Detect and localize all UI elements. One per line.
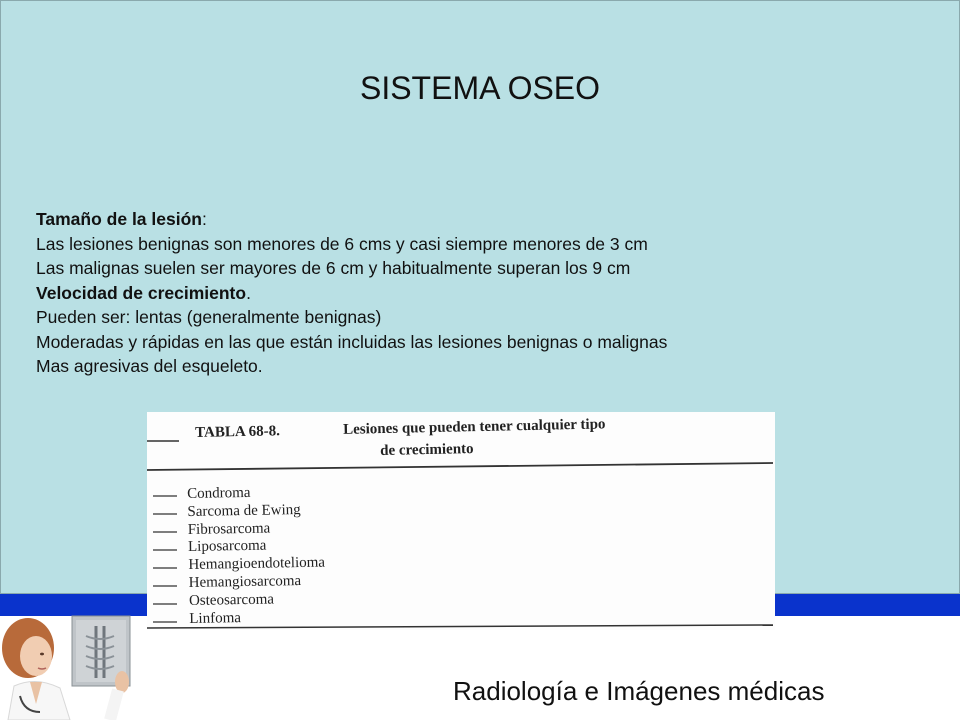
doctor-xray-image [0,612,145,720]
list-item: Linfoma [189,609,242,627]
body-text [36,207,936,379]
line-moderate: Moderadas y rápidas en las que están incluidas las lesiones benignas o malignas [36,331,668,352]
list-item: Sarcoma de Ewing [187,501,301,520]
footer-title: Radiología e Imágenes médicas [453,676,825,706]
line-slow: Pueden ser: lentas (generalmente benignas) [36,307,382,327]
line-aggressive: Mas agresivas del esqueleto. [36,356,263,376]
size-heading: Tamaño de la lesión [36,209,202,229]
table-heading-2: de crecimiento [380,441,474,459]
list-item: Hemangiosarcoma [188,573,302,591]
list-item: Fibrosarcoma [187,520,271,538]
list-item: Osteosarcoma [188,591,275,609]
line-malignant: Las malignas suelen ser mayores de 6 cm y habitualmente superan los 9 cm [36,258,631,278]
table-heading-1: Lesiones que pueden tener cualquier tipo [342,416,606,438]
line-size: Tamaño de la lesión: [36,209,207,229]
line-growth: Velocidad de crecimiento. [36,282,251,303]
slide-title: SISTEMA OSEO [359,70,601,106]
list-item: Hemangioendotelioma [188,554,326,574]
list-item: Condroma [187,484,251,502]
table-items [187,484,326,629]
list-item: Liposarcoma [187,538,267,556]
growth-heading: Velocidad de crecimiento [36,282,247,303]
table-image [147,412,775,630]
line-benign: Las lesiones benignas son menores de 6 cms y casi siempre menores de 3 cm [36,233,648,254]
table-label: TABLA 68-8. [195,423,281,441]
